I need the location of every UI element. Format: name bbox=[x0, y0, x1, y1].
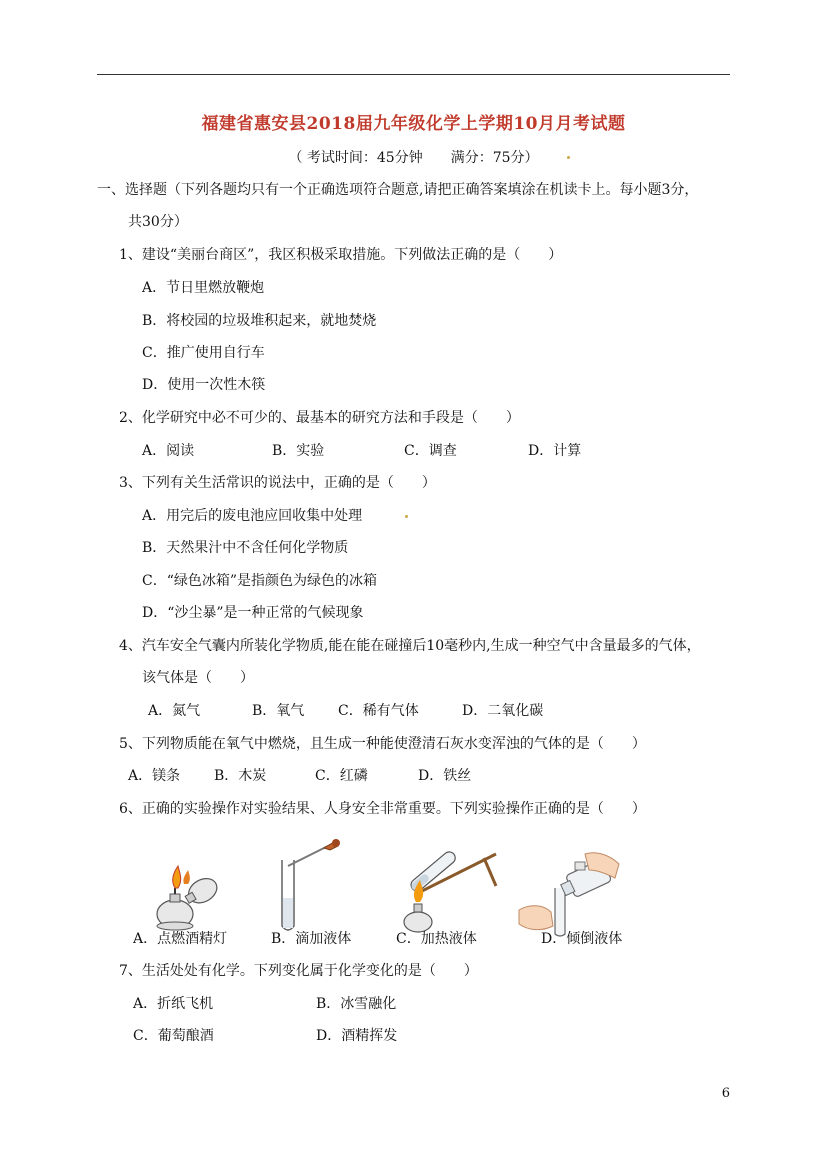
dropper-test-tube-figure bbox=[276, 836, 346, 936]
q1-option-d: D．使用一次性木筷 bbox=[142, 377, 266, 393]
q5-option-c: C．红磷 bbox=[315, 768, 368, 784]
q4-option-c: C．稀有气体 bbox=[338, 703, 419, 719]
q3-option-b: B．天然果汁中不含任何化学物质 bbox=[142, 540, 349, 556]
q4-option-b: B．氧气 bbox=[252, 703, 305, 719]
q2-option-c: C．调查 bbox=[404, 443, 457, 459]
alcohol-lamp-lighting-figure bbox=[150, 862, 230, 936]
q5-option-a: A．镁条 bbox=[128, 768, 181, 784]
header-rule bbox=[97, 74, 730, 75]
speck bbox=[405, 515, 408, 518]
q2-option-b: B．实验 bbox=[272, 443, 325, 459]
q7-option-b: B．冰雪融化 bbox=[316, 996, 397, 1012]
q7-option-d: D．酒精挥发 bbox=[316, 1028, 398, 1044]
q6-stem: 6、正确的实验操作对实验结果、人身安全非常重要。下列实验操作正确的是（ ） bbox=[119, 801, 646, 817]
q4-option-d: D．二氧化碳 bbox=[462, 703, 544, 719]
q2-option-a: A．阅读 bbox=[142, 443, 195, 459]
q7-option-a: A．折纸飞机 bbox=[133, 996, 214, 1012]
q6-option-b: B．滴加液体 bbox=[271, 931, 352, 947]
q1-stem: 1、建设“美丽台商区”，我区积极采取措施。下列做法正确的是（ ） bbox=[119, 247, 563, 263]
q3-option-a: A．用完后的废电池应回收集中处理 bbox=[142, 508, 363, 524]
q1-option-c: C．推广使用自行车 bbox=[142, 345, 265, 361]
page-title: 福建省惠安县2018届九年级化学上学期10月月考试题 bbox=[201, 114, 626, 134]
speck bbox=[567, 156, 570, 159]
q6-option-d: D．倾倒液体 bbox=[541, 931, 623, 947]
q7-option-c: C．葡萄酿酒 bbox=[133, 1028, 214, 1044]
q4-option-a: A．氮气 bbox=[148, 703, 201, 719]
q1-option-a: A．节日里燃放鞭炮 bbox=[142, 280, 265, 296]
page-number: 6 bbox=[721, 1086, 730, 1101]
q5-option-b: B．木炭 bbox=[214, 768, 267, 784]
q2-option-d: D．计算 bbox=[528, 443, 582, 459]
q3-option-d: D．“沙尘暴”是一种正常的气候现象 bbox=[142, 605, 364, 621]
q3-option-c: C．“绿色冰箱”是指颜色为绿色的冰箱 bbox=[142, 573, 378, 589]
q5-stem: 5、下列物质能在氧气中燃烧，且生成一种能使澄清石灰水变浑浊的气体的是（ ） bbox=[119, 736, 646, 752]
section-heading-cont: 共30分） bbox=[128, 214, 188, 230]
heating-test-tube-figure bbox=[396, 850, 502, 936]
pouring-liquid-figure bbox=[515, 848, 625, 938]
section-heading: 一、选择题（下列各题均只有一个正确选项符合题意,请把正确答案填涂在机读卡上。每小题3分， bbox=[97, 182, 699, 198]
q7-stem: 7、生活处处有化学。下列变化属于化学变化的是（ ） bbox=[119, 963, 478, 979]
q2-stem: 2、化学研究中必不可少的、最基本的研究方法和手段是（ ） bbox=[119, 410, 520, 426]
q6-option-c: C．加热液体 bbox=[396, 931, 477, 947]
exam-info: （ 考试时间：45分钟 满分：75分） bbox=[288, 150, 539, 166]
q3-stem: 3、下列有关生活常识的说法中，正确的是（ ） bbox=[119, 475, 436, 491]
q5-option-d: D．铁丝 bbox=[418, 768, 472, 784]
q4-stem: 4、汽车安全气囊内所装化学物质,能在能在碰撞后10毫秒内,生成一种空气中含量最多的气体， bbox=[119, 638, 701, 654]
q6-option-a: A．点燃酒精灯 bbox=[133, 931, 228, 947]
q4-stem-cont: 该气体是（ ） bbox=[142, 670, 254, 686]
q1-option-b: B．将校园的垃圾堆积起来，就地焚烧 bbox=[142, 313, 377, 329]
